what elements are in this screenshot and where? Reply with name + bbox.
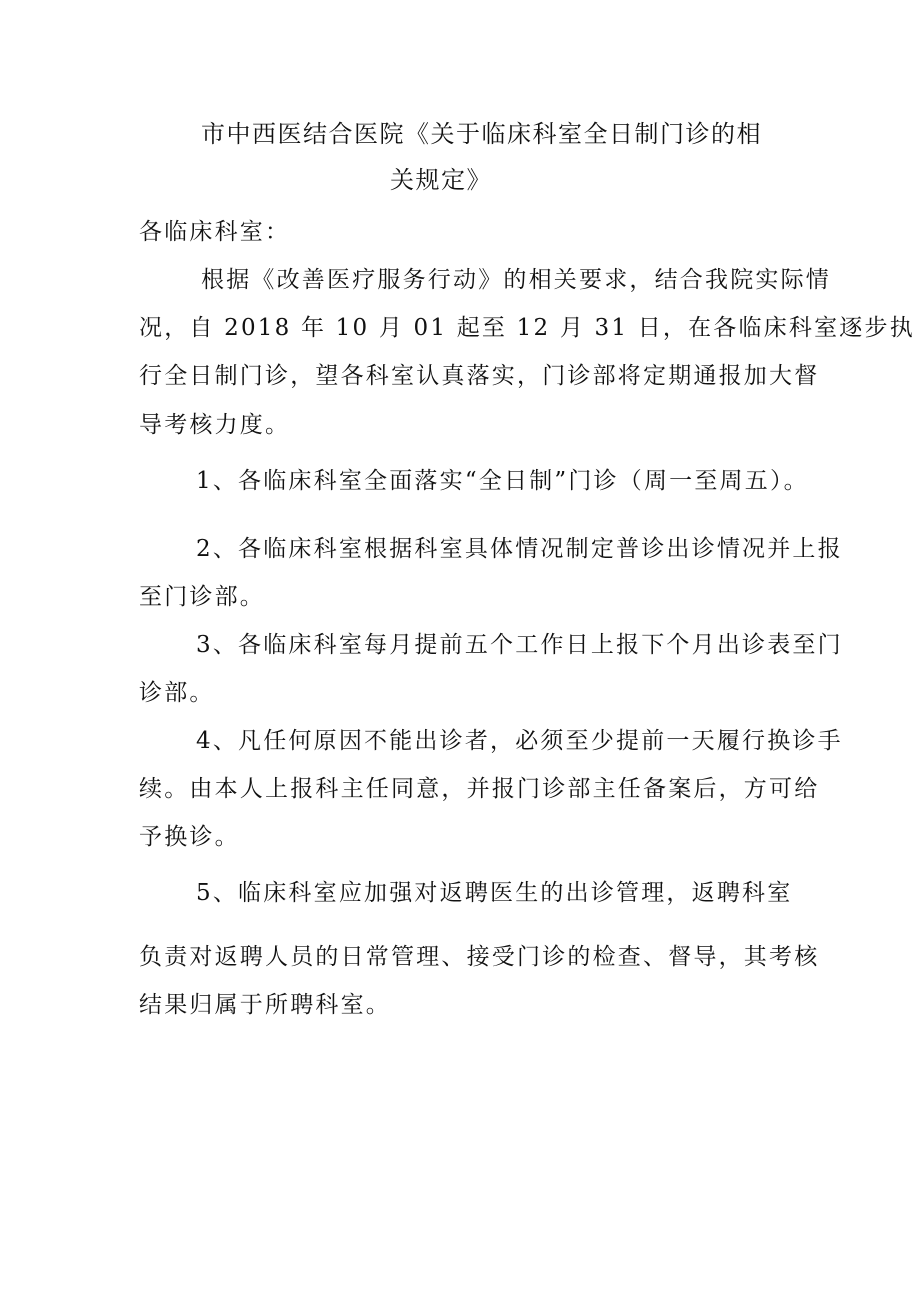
item-5-line-1: 5、临床科室应加强对返聘医生的出诊管理，返聘科室 <box>196 880 793 906</box>
item-3-line-1: 3、各临床科室每月提前五个工作日上报下个月出诊表至门 <box>196 632 843 658</box>
item-4-line-2: 续。由本人上报科主任同意，并报门诊部主任备案后，方可给 <box>139 776 820 802</box>
item-5-line-2: 负责对返聘人员的日常管理、接受门诊的检查、督导，其考核 <box>139 944 820 970</box>
intro-line-1: 根据《改善医疗服务行动》的相关要求，结合我院实际情 <box>201 267 831 293</box>
item-2-line-1: 2、各临床科室根据科室具体情况制定普诊出诊情况并上报 <box>196 536 843 562</box>
item-2-line-2: 至门诊部。 <box>139 584 265 610</box>
salutation: 各临床科室： <box>139 219 291 245</box>
intro-line-4: 导考核力度。 <box>139 412 291 438</box>
item-1-line-1: 1、各临床科室全面落实“全日制”门诊（周一至周五）。 <box>196 468 809 494</box>
document-title-line-2: 关规定》 <box>390 166 492 194</box>
item-5-line-3: 结果归属于所聘科室。 <box>139 992 391 1018</box>
item-3-line-2: 诊部。 <box>139 680 215 706</box>
intro-line-3: 行全日制门诊，望各科室认真落实，门诊部将定期通报加大督 <box>139 363 820 389</box>
item-4-line-1: 4、凡任何原因不能出诊者，必须至少提前一天履行换诊手 <box>196 728 843 754</box>
document-title-line-1: 市中西医结合医院《关于临床科室全日制门诊的相 <box>201 120 762 148</box>
item-4-line-3: 予换诊。 <box>139 824 240 850</box>
intro-line-2: 况，自 2018 年 10 月 01 起至 12 月 31 日，在各临床科室逐步执 <box>139 315 915 341</box>
